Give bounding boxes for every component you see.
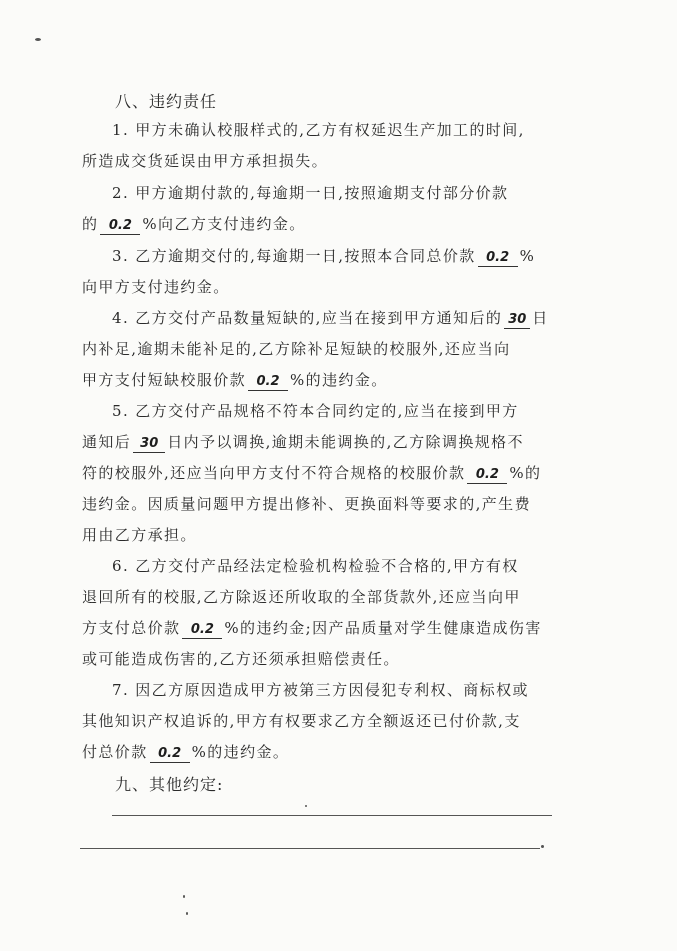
clause-6-line-4: 或可能造成伤害的,乙方还须承担赔偿责任。	[82, 650, 400, 668]
clause-6-line-1: 6. 乙方交付产品经法定检验机构检验不合格的,甲方有权	[112, 557, 519, 575]
clause-5-line-1: 5. 乙方交付产品规格不符本合同约定的,应当在接到甲方	[112, 402, 519, 420]
clause-3-line-1: 3. 乙方逾期交付的,每逾期一日,按照本合同总价款 0.2 %	[112, 247, 536, 265]
blank-fill-line	[112, 815, 552, 816]
clause-1-line-2: 所造成交货延误由甲方承担损失。	[82, 152, 329, 170]
section-heading-breach: 八、违约责任	[115, 92, 218, 111]
clause-5-line-4: 违约金。因质量问题甲方提出修补、更换面料等要求的,产生费	[82, 495, 531, 513]
handwritten-value: 0.2	[150, 746, 190, 763]
clause-4-line-3: 甲方支付短缺校服价款 0.2 %的违约金。	[82, 371, 388, 389]
section-heading-other: 九、其他约定:	[115, 775, 224, 794]
clause-7-line-3: 付总价款 0.2 %的违约金。	[82, 743, 290, 761]
clause-5-line-5: 用由乙方承担。	[82, 526, 197, 544]
clause-5-line-3: 符的校服外,还应当向甲方支付不符合规格的校服价款 0.2 %的	[82, 464, 542, 482]
handwritten-value: 0.2	[467, 467, 507, 484]
clause-2-line-2: 的 0.2 %向乙方支付违约金。	[82, 215, 306, 233]
handwritten-value: 30	[133, 436, 165, 453]
scan-speck	[183, 895, 185, 898]
clause-6-line-2: 退回所有的校服,乙方除返还所收取的全部货款外,还应当向甲	[82, 588, 521, 606]
scan-speck	[186, 912, 188, 915]
handwritten-value: 0.2	[478, 250, 518, 267]
clause-7-line-1: 7. 因乙方原因造成甲方被第三方因侵犯专利权、商标权或	[112, 681, 529, 699]
handwritten-value: 30	[504, 312, 530, 329]
handwritten-value: 0.2	[248, 374, 288, 391]
blank-fill-line	[80, 848, 540, 849]
clause-7-line-2: 其他知识产权追诉的,甲方有权要求乙方全额返还已付价款,支	[82, 712, 521, 730]
clause-4-line-1: 4. 乙方交付产品数量短缺的,应当在接到甲方通知后的 30 日	[112, 309, 549, 327]
clause-3-line-2: 向甲方支付违约金。	[82, 278, 230, 296]
clause-5-line-2: 通知后 30 日内予以调换,逾期未能调换的,乙方除调换规格不	[82, 433, 524, 451]
scan-speck	[541, 845, 544, 848]
handwritten-value: 0.2	[182, 622, 222, 639]
scan-speck	[35, 38, 41, 41]
clause-6-line-3: 方支付总价款 0.2 %的违约金;因产品质量对学生健康造成伤害	[82, 619, 542, 637]
clause-4-line-2: 内补足,逾期未能补足的,乙方除补足短缺的校服外,还应当向	[82, 340, 511, 358]
clause-1-line-1: 1. 甲方未确认校服样式的,乙方有权延迟生产加工的时间,	[112, 121, 525, 139]
clause-2-line-1: 2. 甲方逾期付款的,每逾期一日,按照逾期支付部分价款	[112, 184, 509, 202]
handwritten-value: 0.2	[100, 218, 140, 235]
scan-speck	[305, 805, 307, 807]
